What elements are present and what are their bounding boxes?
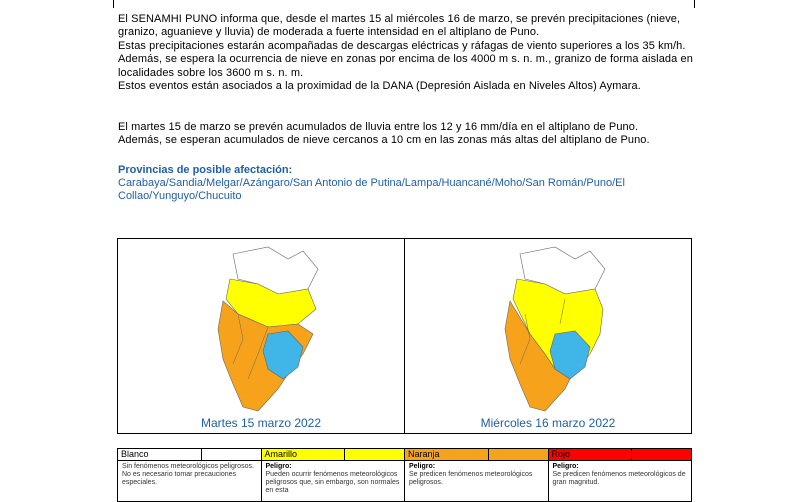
- puno-map-day2: [405, 239, 691, 433]
- legend-swatch: [631, 449, 691, 460]
- legend-swatch: [488, 449, 548, 460]
- bulletin-text: [118, 13, 703, 93]
- paragraph: Además, se esperan acumulados de nieve cercanos a 10 cm en las zonas más altas del altiplano de Puno.: [118, 134, 650, 147]
- legend-swatch: [201, 449, 261, 460]
- top-frame: [113, 0, 695, 8]
- map-caption: Martes 15 marzo 2022: [200, 416, 322, 430]
- paragraph: El SENAMHI PUNO informa que, desde el martes 15 al miércoles 16 de marzo, se prevén precipitaciones (nieve, granizo, aguanieve y lluvia) de moderada a fuerte intensidad en el altiplano de Puno.: [118, 13, 681, 39]
- legend-text: Se predicen fenómenos meteorológicos de gran magnitud.: [552, 471, 686, 486]
- map-panel-day1: [118, 239, 405, 433]
- legend-text: No es necesario tomar precauciones especiales.: [122, 471, 237, 486]
- legend-yellow: [262, 449, 406, 501]
- provinces-title: Provincias de posible afectación:: [118, 164, 293, 176]
- paragraph: El martes 15 de marzo se prevén acumulados de lluvia entre los 12 y 16 mm/día en el altiplano de Puno.: [118, 121, 639, 133]
- legend-text: Se predicen fenómenos meteorológicos peligrosos.: [409, 471, 533, 486]
- legend-text: Pueden ocurrir fenómenos meteorológicos peligrosos que, sin embargo, son normales en esta: [265, 471, 400, 494]
- legend-label: Blanco: [121, 449, 149, 459]
- paragraph: Estos eventos están asociados a la proximidad de la DANA (Depresión Aislada en Niveles Altos) Aymara.: [118, 80, 641, 93]
- legend-red: [549, 449, 692, 501]
- legend-text: Peligro:: [409, 463, 436, 470]
- alert-legend: [117, 448, 692, 502]
- legend-label: Amarillo: [262, 449, 345, 460]
- legend-white: [118, 449, 262, 501]
- legend-swatch: [344, 449, 404, 460]
- map-caption: Miércoles 16 marzo 2022: [480, 416, 616, 430]
- paragraph: Estas precipitaciones estarán acompañadas de descargas eléctricas y ráfagas de viento superiores a los 35 km/h.: [118, 39, 686, 52]
- accumulation-text: [118, 121, 703, 148]
- puno-map-day1: [118, 239, 404, 433]
- forecast-maps: [117, 238, 692, 434]
- legend-label: Naranja: [405, 449, 488, 460]
- legend-text: Sin fenómenos meteorológicos peligrosos.: [122, 463, 254, 470]
- map-panel-day2: [405, 239, 691, 433]
- legend-label: Rojo: [549, 449, 632, 460]
- paragraph: Además, se espera la ocurrencia de nieve en zonas por encima de los 4000 m s. n. m., granizo de forma aislada en localidades sobre los 3600 m s. n. m.: [118, 53, 693, 79]
- legend-orange: [405, 449, 549, 501]
- legend-text: Peligro:: [265, 463, 292, 470]
- legend-text: Peligro:: [552, 463, 579, 470]
- provinces-list: Carabaya/Sandia/Melgar/Azángaro/San Antonio de Putina/Lampa/Huancané/Moho/San Román/Puno/El Collao/Yunguyo/Chucuito: [118, 177, 625, 202]
